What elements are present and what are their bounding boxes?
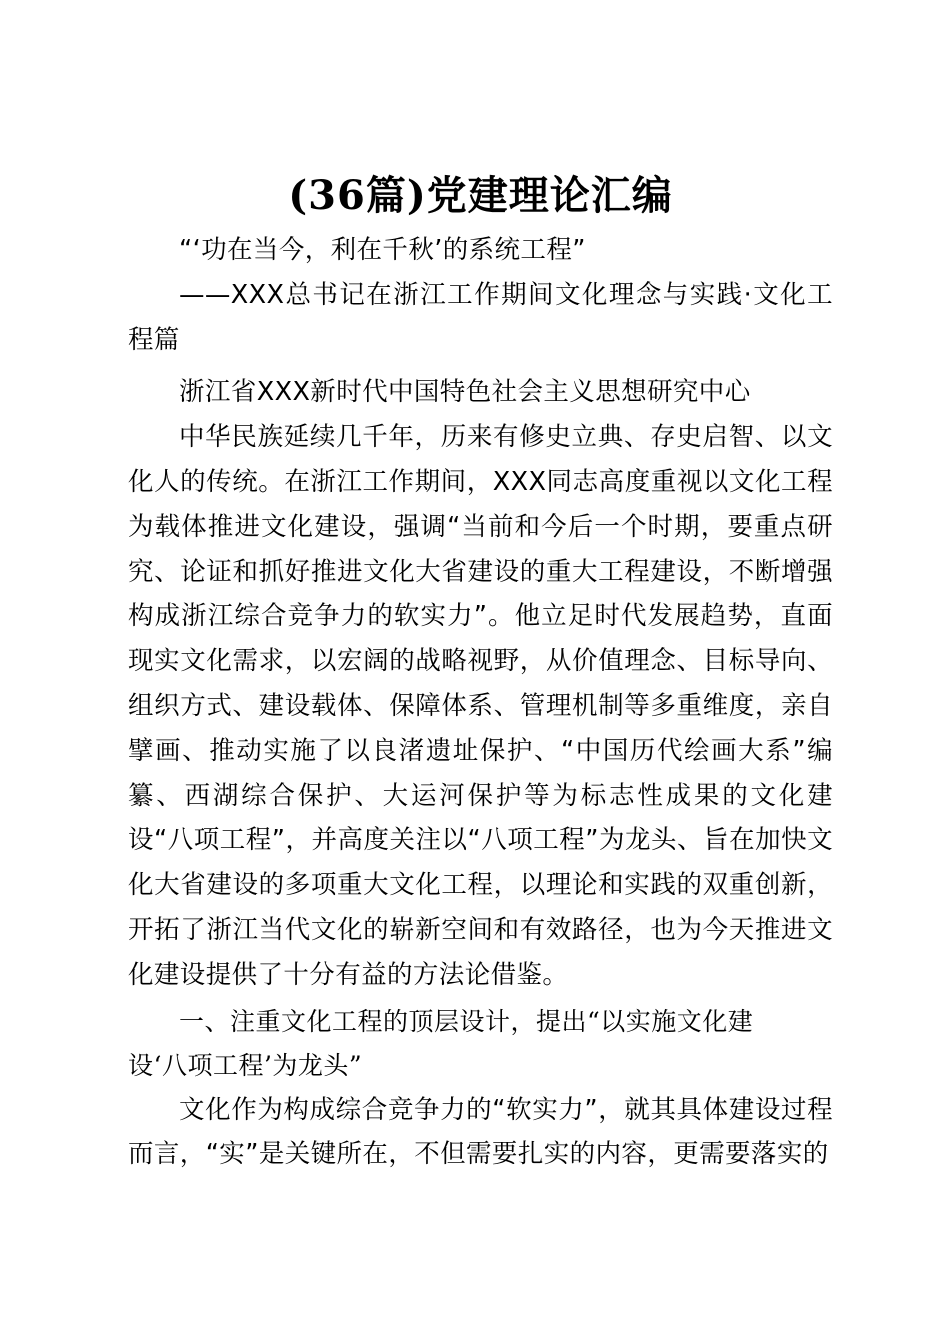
author-organization: 浙江省XXX新时代中国特色社会主义思想研究中心 <box>179 377 751 408</box>
series-line: ——XXX总书记在浙江工作期间文化理念与实践·文化工程篇 <box>128 279 833 355</box>
section-heading: 一、注重文化工程的顶层设计，提出“以实施文化建设‘八项工程’为龙头” <box>128 1006 754 1080</box>
body-paragraph: 文化作为构成综合竞争力的“软实力”，就其具体建设过程而言，“实”是关键所在，不但需要扎实的内容，更需要落实的 <box>128 1094 833 1170</box>
body-paragraph: 中华民族延续几千年，历来有修史立典、存史启智、以文化人的传统。在浙江工作期间，XXX同志高度重视以文化工程为载体推进文化建设，强调“当前和今后一个时期，要重点研究、论证和抓好推进文化大省建设的重大工程建设，不断增强构成浙江综合竞争力的软实力”。他立足时代发展趋势，直面现实文化需求，以宏阔的战略视野，从价值理念、目标导向、组织方式、建设载体、保障体系、管理机制等多重维度，亲自擘画、推动实施了以良渚遗址保护、“中国历代绘画大系”编纂、西湖综合保护、大运河保护等为标志性成果的文化建设“八项工程”，并高度关注以“八项工程”为龙头、旨在加快文化大省建设的多项重大文化工程，以理论和实践的双重创新，开拓了浙江当代文化的崭新空间和有效路径，也为今天推进文化建设提供了十分有益的方法论借鉴。 <box>128 422 833 990</box>
document-body <box>128 168 833 1177</box>
document-title: (36篇)党建理论汇编 <box>288 172 673 219</box>
article-subtitle: “‘功在当今，利在千秋’的系统工程” <box>179 235 586 265</box>
